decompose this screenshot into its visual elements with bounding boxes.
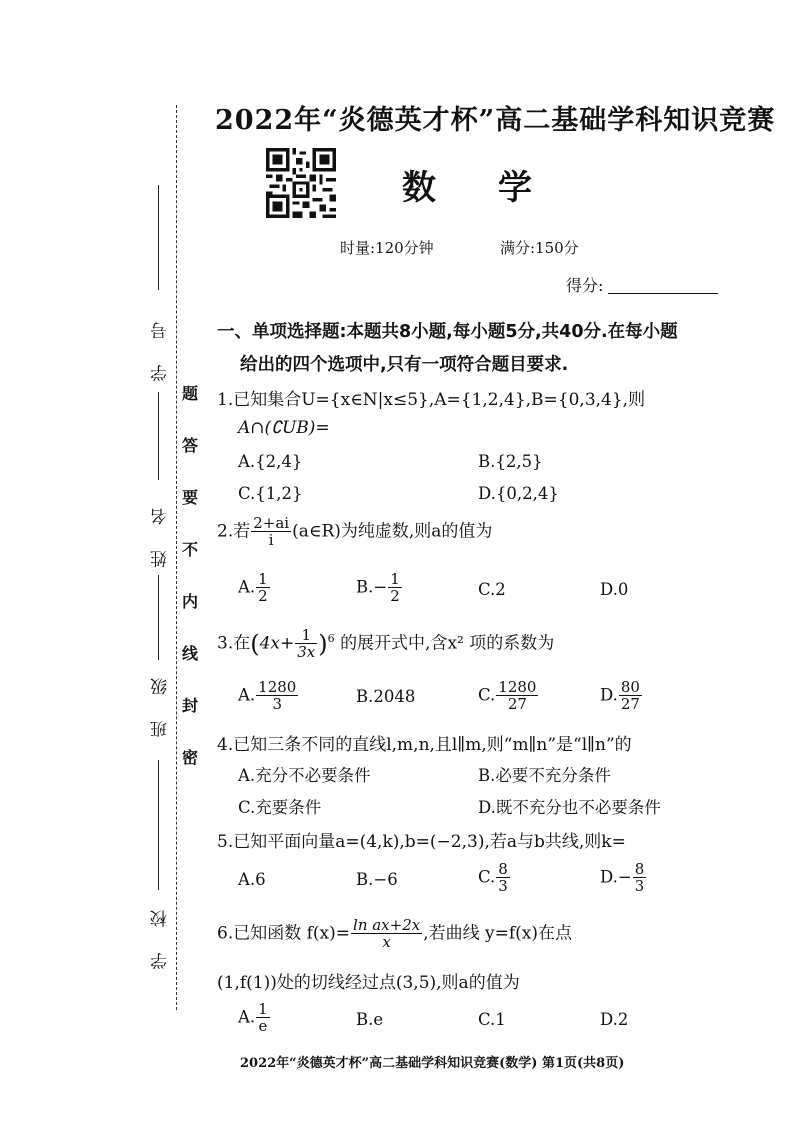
question-1-stem: 1.已知集合U={x∈N|x≤5},A={1,2,4},B={0,3,4},则	[217, 390, 646, 410]
q3-d-num: 80	[620, 678, 640, 696]
seal-char: 线	[181, 644, 198, 663]
exam-title: 2022年“炎德英才杯”高二基础学科知识竞赛	[215, 105, 776, 136]
q2-suffix: (a∈R)为纯虚数,则a的值为	[292, 521, 493, 542]
question-5-stem: 5.已知平面向量a=(4,k),b=(−2,3),若a与b共线,则k=	[217, 832, 626, 852]
q1-option-d[interactable]: D.{0,2,4}	[478, 484, 559, 503]
q2-b-label: B.−	[356, 577, 388, 597]
q5-option-a[interactable]: A.6	[238, 870, 266, 889]
q2-frac-den: i	[268, 531, 274, 549]
seal-char: 密	[181, 748, 198, 767]
seal-char: 内	[181, 592, 198, 611]
q2-option-c[interactable]: C.2	[478, 580, 506, 599]
q3-a-den: 3	[272, 695, 283, 713]
q2-a-den: 2	[258, 587, 268, 605]
q3-exponent: 6	[327, 631, 335, 645]
class-label: 班 级	[151, 668, 171, 738]
q3-frac-den: 3x	[297, 643, 316, 661]
question-6-stem-line2: (1,f(1))处的切线经过点(3,5),则a的值为	[217, 973, 520, 993]
q3-frac-num: 1	[295, 628, 317, 644]
question-1-stem-line2: A∩(∁UB)=	[238, 418, 330, 438]
q6-frac-num: ln ax+2x	[353, 916, 421, 934]
q3-option-b[interactable]: B.2048	[356, 687, 416, 706]
q5-d-num: 8	[634, 860, 645, 878]
q6-option-a[interactable]	[238, 1002, 271, 1034]
q3-c-num: 1280	[498, 678, 537, 696]
page-footer: 2022年“炎德英才杯”高二基础学科知识竞赛(数学) 第1页(共8页)	[240, 1056, 625, 1071]
q1-option-c[interactable]: C.{1,2}	[238, 484, 303, 503]
section-heading-line2: 给出的四个选项中,只有一项符合题目要求.	[240, 355, 569, 375]
question-2-stem	[217, 516, 492, 548]
q2-b-num: 1	[390, 570, 400, 588]
seal-notice	[180, 385, 200, 767]
q5-option-d[interactable]	[600, 862, 647, 894]
q4-option-d[interactable]: D.既不充分也不必要条件	[478, 798, 661, 817]
q5-c-label: C.	[478, 867, 496, 887]
q3-option-c[interactable]	[478, 680, 539, 712]
class-line	[158, 575, 159, 660]
qr-code-icon[interactable]	[266, 147, 336, 219]
q3-option-a[interactable]	[238, 680, 299, 712]
q4-option-a[interactable]: A.充分不必要条件	[238, 766, 371, 785]
q3-a-label: A.	[238, 685, 256, 705]
q5-d-label: D.−	[600, 867, 632, 887]
q2-option-d[interactable]: D.0	[600, 580, 629, 599]
q6-frac-den: x	[382, 933, 391, 951]
q1-option-b[interactable]: B.{2,5}	[478, 452, 543, 471]
q3-a-num: 1280	[258, 678, 297, 696]
seal-char: 封	[181, 696, 198, 715]
q6-option-b[interactable]: B.e	[356, 1010, 384, 1029]
full-score: 满分:150分	[500, 239, 579, 257]
q5-option-c[interactable]	[478, 862, 511, 894]
section-heading: 一、单项选择题:本题共8小题,每小题5分,共40分.在每小题	[217, 322, 678, 342]
seal-char: 不	[181, 540, 198, 559]
student-id-label: 学 号	[151, 312, 171, 382]
q3-suffix: 的展开式中,含x² 项的系数为	[340, 633, 555, 654]
name-line	[158, 392, 159, 480]
q2-a-num: 1	[258, 570, 268, 588]
q5-c-den: 3	[498, 877, 508, 895]
q5-d-den: 3	[634, 877, 645, 895]
q3-option-d[interactable]	[600, 680, 643, 712]
score-label: 得分:	[566, 276, 604, 295]
q3-expr: 4x+	[259, 633, 295, 654]
q2-option-b[interactable]	[356, 572, 403, 604]
q3-c-label: C.	[478, 685, 496, 705]
q5-c-num: 8	[498, 860, 508, 878]
q5-option-b[interactable]: B.−6	[356, 870, 398, 889]
binding-dashed-line	[176, 105, 177, 1010]
q2-prefix: 2.若	[217, 521, 251, 542]
q2-a-label: A.	[238, 577, 256, 597]
q3-d-den: 27	[620, 695, 640, 713]
seal-char: 题	[181, 384, 198, 403]
q6-option-c[interactable]: C.1	[478, 1010, 506, 1029]
q6-option-d[interactable]: D.2	[600, 1010, 629, 1029]
q3-prefix: 3.在	[217, 633, 251, 654]
q1-option-a[interactable]: A.{2,4}	[238, 452, 303, 471]
q3-c-den: 27	[507, 695, 527, 713]
question-4-stem: 4.已知三条不同的直线l,m,n,且l∥m,则“m∥n”是“l∥n”的	[217, 735, 632, 755]
q2-option-a[interactable]	[238, 572, 271, 604]
q4-option-c[interactable]: C.充要条件	[238, 798, 322, 817]
q3-d-label: D.	[600, 685, 618, 705]
score-blank[interactable]	[608, 293, 718, 294]
q6-suffix: ,若曲线 y=f(x)在点	[423, 923, 573, 944]
question-3-stem: 3.在(4x+ $\frac{1}{3x}$ )$^6$ 的展开式中,含x² 项的系数为	[217, 626, 555, 661]
q6-a-den: e	[258, 1017, 268, 1035]
q2-b-den: 2	[390, 587, 400, 605]
q6-prefix: 6.已知函数 f(x)=	[217, 923, 351, 944]
seal-char: 答	[181, 436, 198, 455]
school-label: 学 校	[151, 900, 171, 970]
exam-duration: 时量:120分钟	[340, 239, 434, 257]
question-6-stem	[217, 918, 572, 950]
subject-title: 数学	[402, 168, 594, 208]
seal-char: 要	[181, 488, 198, 507]
q6-a-label: A.	[238, 1007, 256, 1027]
student-id-line	[158, 185, 159, 290]
q6-a-num: 1	[258, 1000, 268, 1018]
school-line	[158, 760, 159, 890]
q2-frac-num: 2+ai	[253, 514, 290, 532]
q4-option-b[interactable]: B.必要不充分条件	[478, 766, 611, 785]
q2-fraction	[251, 516, 291, 548]
name-label: 姓 名	[151, 498, 171, 568]
